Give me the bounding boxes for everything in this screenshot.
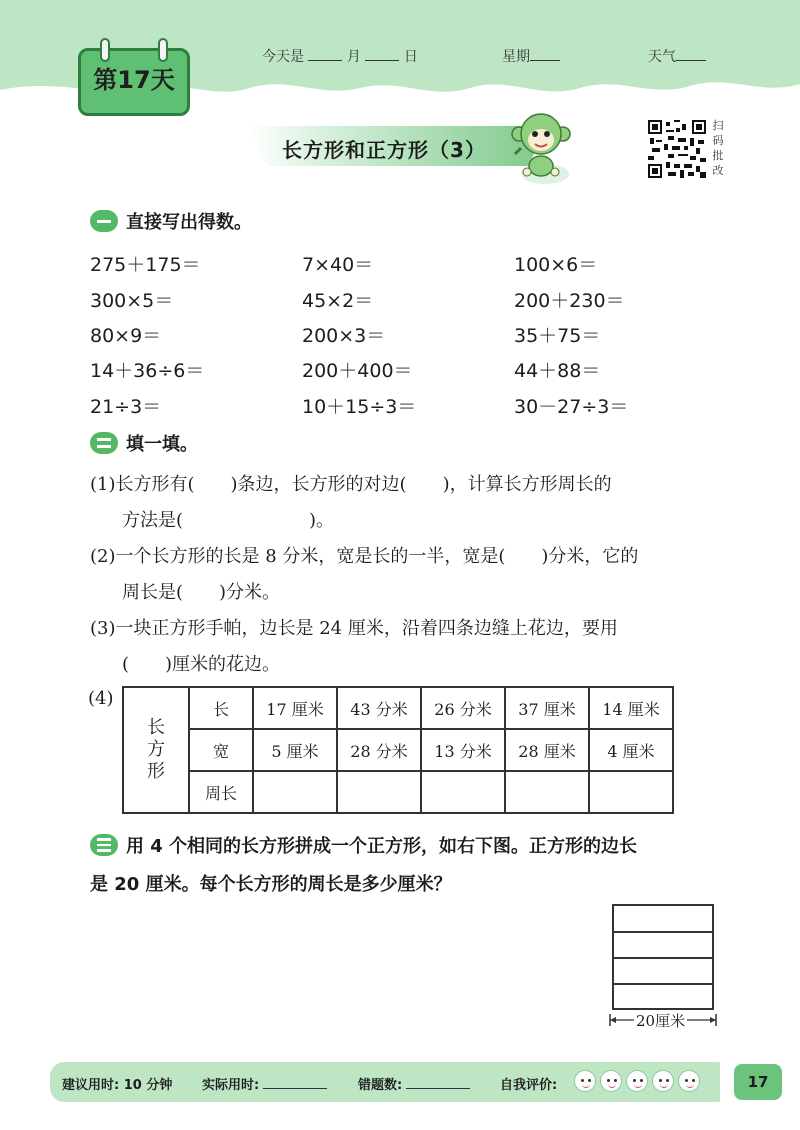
question-4-label: (4) <box>88 688 114 709</box>
table-row <box>123 729 673 771</box>
row-head-length: 长 <box>189 687 253 729</box>
table-row <box>123 771 673 813</box>
day-badge <box>78 38 190 116</box>
length-cell: 14 厘米 <box>589 687 673 729</box>
section-one-icon <box>90 210 118 232</box>
length-cell: 43 分米 <box>337 687 421 729</box>
question-3-line-2: ( )厘米的花边。 <box>122 654 281 675</box>
length-cell: 17 厘米 <box>253 687 337 729</box>
monkey-mascot-icon <box>505 108 577 188</box>
length-cell: 26 分米 <box>421 687 505 729</box>
calc-problem: 200＋400＝ <box>302 360 413 382</box>
width-cell: 4 厘米 <box>589 729 673 771</box>
smiley-face-icon[interactable] <box>678 1070 700 1092</box>
smiley-face-icon[interactable] <box>600 1070 622 1092</box>
question-2-line-2: 周长是( )分米。 <box>122 582 281 603</box>
calc-problem: 30－27÷3＝ <box>514 396 629 418</box>
width-cell: 13 分米 <box>421 729 505 771</box>
perimeter-answer-cell[interactable] <box>505 771 589 813</box>
calc-problem: 45×2＝ <box>302 290 374 312</box>
perimeter-answer-cell[interactable] <box>253 771 337 813</box>
perimeter-answer-cell[interactable] <box>421 771 505 813</box>
calc-problem: 7×40＝ <box>302 254 374 276</box>
error-count-field[interactable]: 错题数: <box>358 1074 470 1093</box>
calc-problem: 21÷3＝ <box>90 396 162 418</box>
qr-code-icon[interactable] <box>648 120 706 178</box>
day-label: 第17天 <box>93 66 175 94</box>
calc-problem: 300×5＝ <box>90 290 174 312</box>
row-head-width: 宽 <box>189 729 253 771</box>
weather-field: 天气 <box>648 46 706 66</box>
perimeter-answer-cell[interactable] <box>337 771 421 813</box>
calc-problem: 200＋230＝ <box>514 290 625 312</box>
calc-problem: 100×6＝ <box>514 254 598 276</box>
calc-problem: 275＋175＝ <box>90 254 201 276</box>
calc-problem: 44＋88＝ <box>514 360 601 382</box>
section-two-icon <box>90 432 118 454</box>
self-evaluation-label: 自我评价: <box>500 1078 558 1093</box>
calc-problem: 200×3＝ <box>302 325 386 347</box>
suggested-time: 建议用时: 10 分钟 <box>62 1078 173 1093</box>
section-three-icon <box>90 834 118 856</box>
question-2-line-1: (2)一个长方形的长是 8 分米，宽是长的一半，宽是( )分米，它的 <box>90 546 639 567</box>
section-2-heading: 填一填。 <box>90 430 198 456</box>
calc-problem: 10＋15÷3＝ <box>302 396 417 418</box>
width-cell: 28 厘米 <box>505 729 589 771</box>
table-side-label: 长 方 形 <box>123 687 189 813</box>
dimension-label: 20厘米 <box>606 1010 720 1030</box>
calc-problem: 35＋75＝ <box>514 325 601 347</box>
perimeter-answer-cell[interactable] <box>589 771 673 813</box>
question-1-line-2: 方法是( )。 <box>122 510 335 531</box>
section-1-heading: 直接写出得数。 <box>90 208 252 234</box>
section-3-heading <box>90 832 637 858</box>
actual-time-field[interactable]: 实际用时: <box>202 1074 327 1093</box>
rectangle-table <box>122 686 674 814</box>
smiley-face-icon[interactable] <box>652 1070 674 1092</box>
width-cell: 28 分米 <box>337 729 421 771</box>
smiley-face-icon[interactable] <box>574 1070 596 1092</box>
length-cell: 37 厘米 <box>505 687 589 729</box>
row-head-perimeter: 周长 <box>189 771 253 813</box>
question-1-line-1: (1)长方形有( )条边，长方形的对边( )，计算长方形周长的 <box>90 474 612 495</box>
section-3-line-1: 用 4 个相同的长方形拼成一个正方形，如右下图。正方形的边长 <box>126 836 638 857</box>
lesson-title: 长方形和正方形（3） <box>282 138 486 162</box>
date-field: 今天是 月 日 <box>262 49 418 65</box>
section-3-line-2: 是 20 厘米。每个长方形的周长是多少厘米？ <box>90 874 452 895</box>
question-3-line-1: (3)一块正方形手帕，边长是 24 厘米，沿着四条边缝上花边，要用 <box>90 618 618 639</box>
page-number: 17 <box>734 1064 782 1100</box>
scan-to-grade-label: 扫 码 批 改 <box>712 119 724 177</box>
square-figure <box>612 904 714 1010</box>
width-cell: 5 厘米 <box>253 729 337 771</box>
table-row <box>123 687 673 729</box>
smiley-face-icon[interactable] <box>626 1070 648 1092</box>
calc-problem: 80×9＝ <box>90 325 162 347</box>
weekday-field: 星期 <box>502 46 560 66</box>
calc-problem: 14＋36÷6＝ <box>90 360 205 382</box>
